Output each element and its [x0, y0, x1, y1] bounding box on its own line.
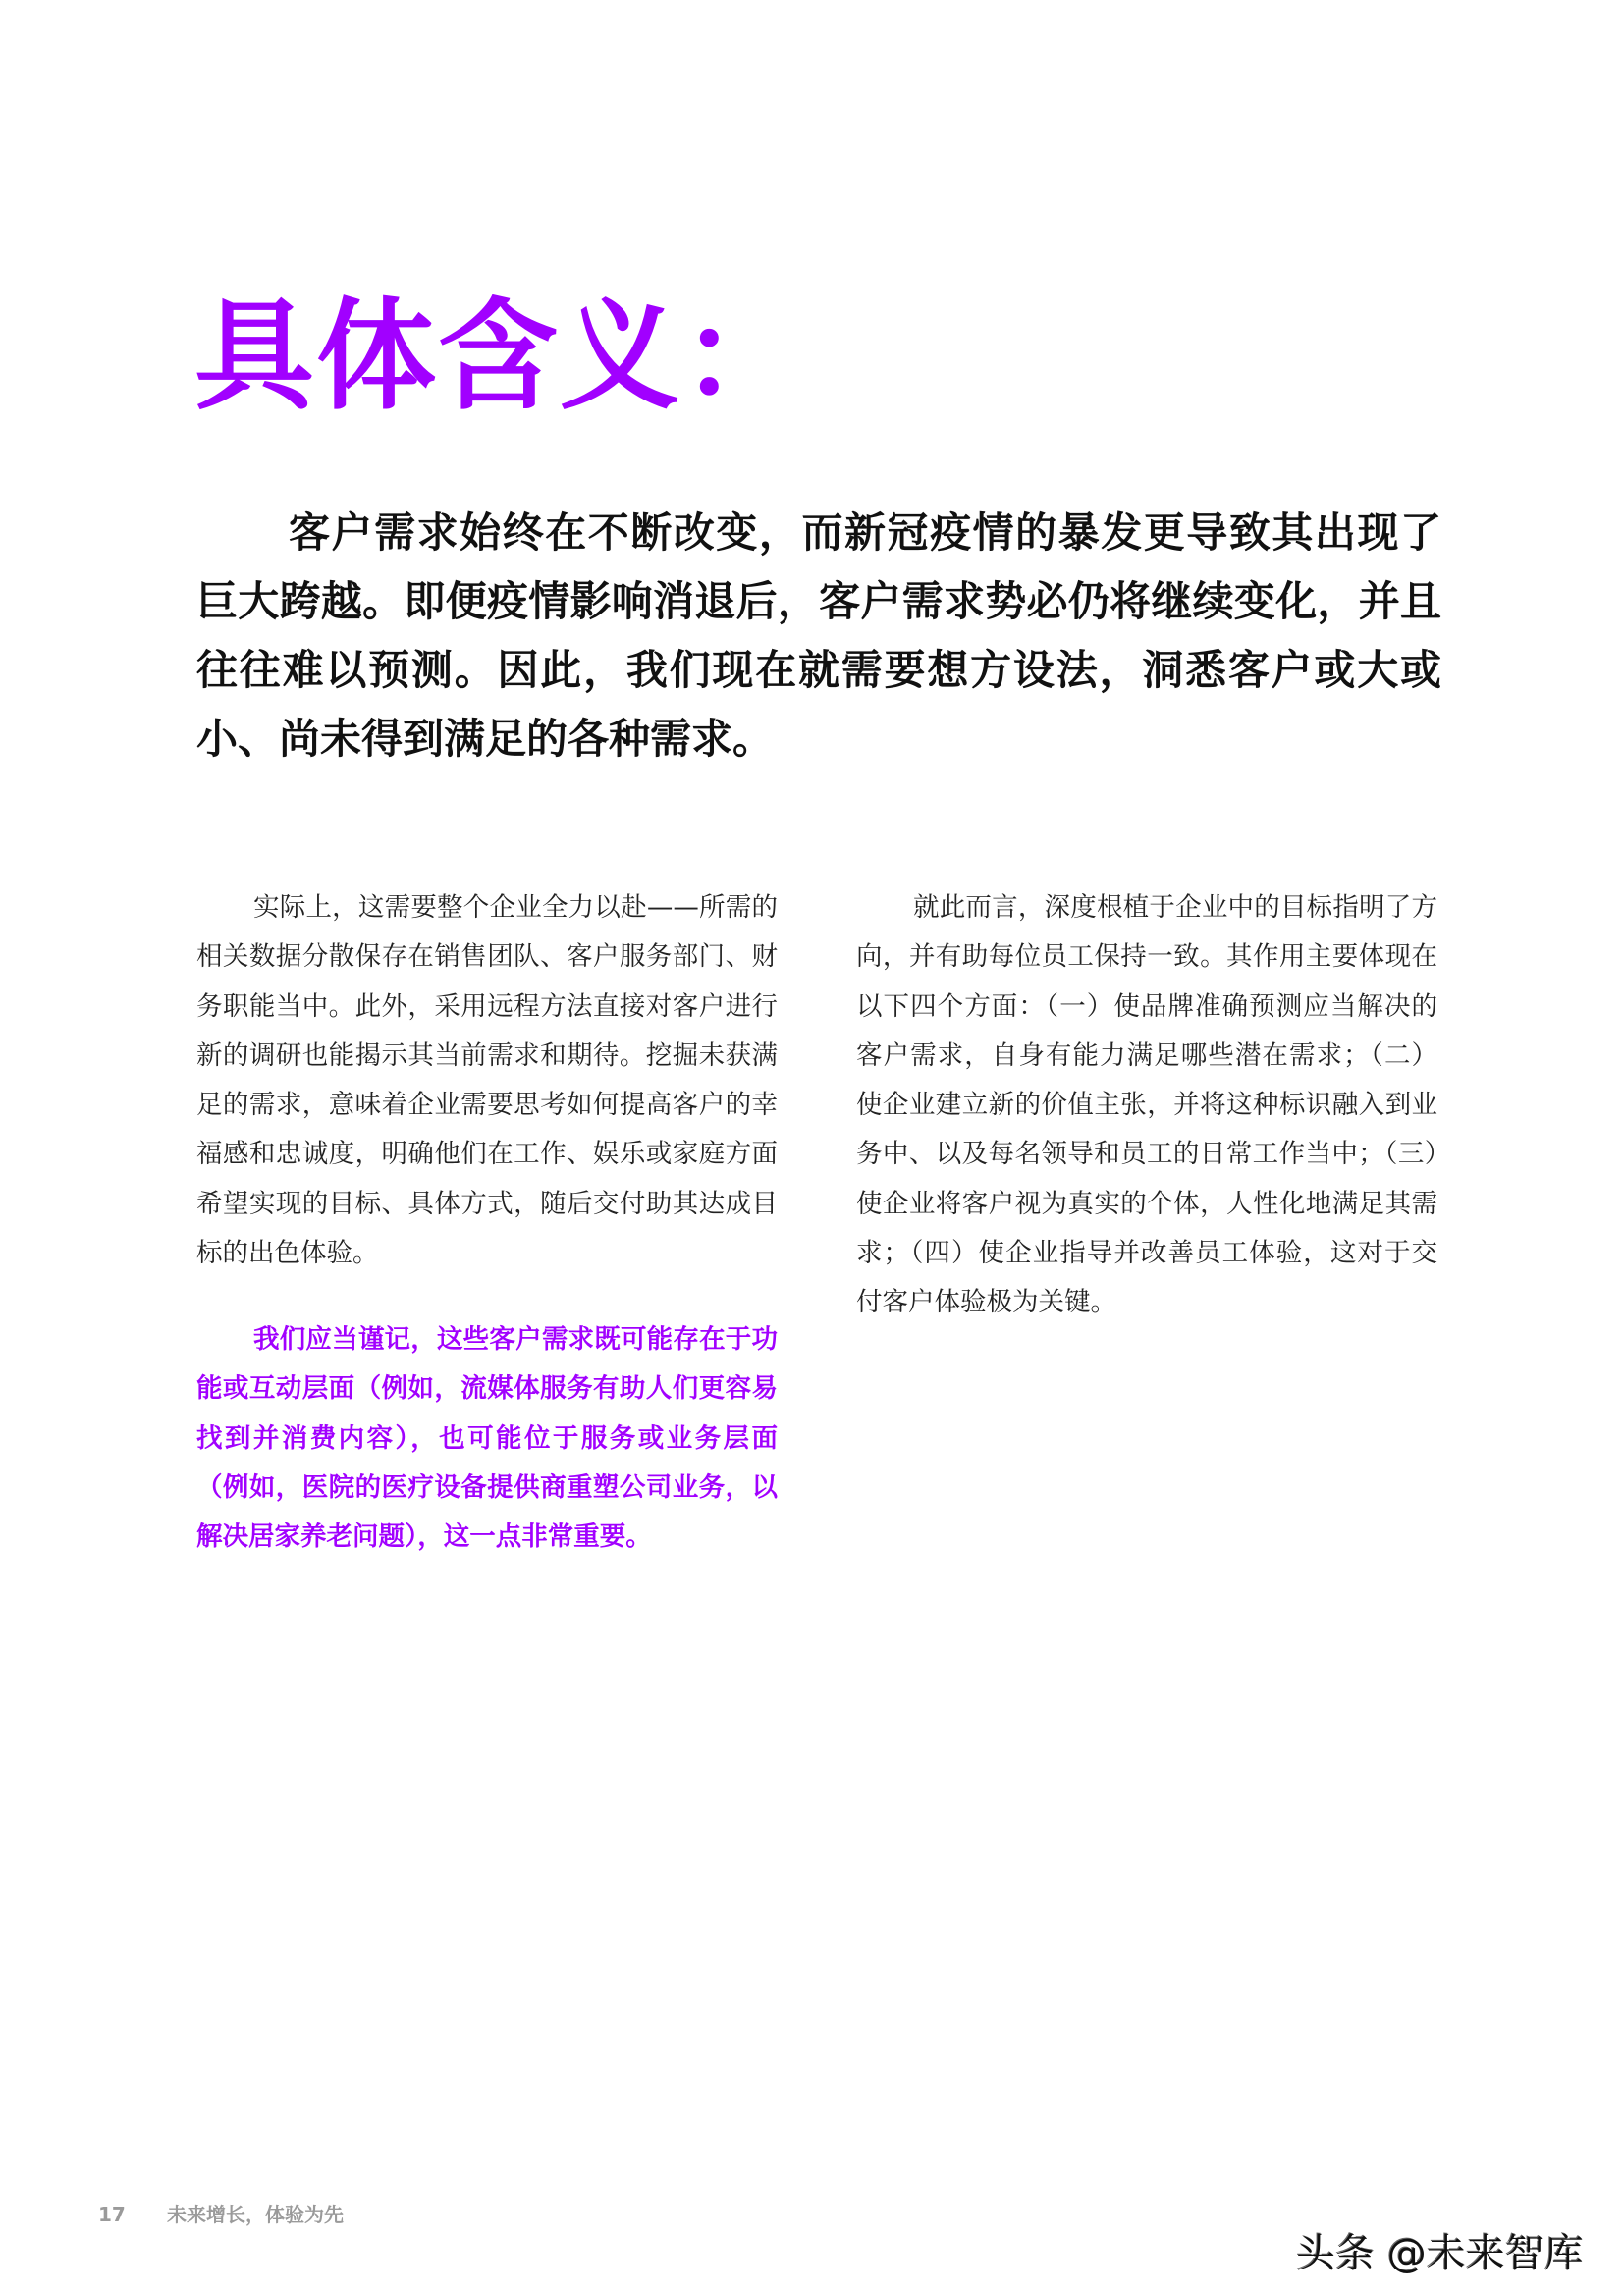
page-number: 17: [98, 2203, 126, 2226]
highlight-paragraph: 我们应当谨记，这些客户需求既可能存在于功能或互动层面（例如，流媒体服务有助人们更容易找到并消费内容），也可能位于服务或业务层面（例如，医院的医疗设备提供商重塑公司业务，以解决居家养老问题），这一点非常重要。: [196, 1324, 778, 1553]
report-title: 未来增长，体验为先: [167, 2203, 344, 2226]
page-title: 具体含义：: [194, 287, 803, 426]
page-footer: [98, 2199, 344, 2227]
left-column-paragraph: 实际上，这需要整个企业全力以赴——所需的相关数据分散保存在销售团队、客户服务部门、财务职能当中。此外，采用远程方法直接对客户进行新的调研也能揭示其当前需求和期待。挖掘未获满足的需求，意味着企业需要思考如何提高客户的幸福感和忠诚度，明确他们在工作、娱乐或家庭方面希望实现的目标、具体方式，随后交付助其达成目标的出色体验。: [196, 892, 778, 1269]
watermark: 头条 @未来智库: [1296, 2231, 1584, 2276]
right-column-paragraph: 就此而言，深度根植于企业中的目标指明了方向，并有助每位员工保持一致。其作用主要体现在以下四个方面：（一）使品牌准确预测应当解决的客户需求，自身有能力满足哪些潜在需求；（二）使企业建立新的价值主张，并将这种标识融入到业务中、以及每名领导和员工的日常工作当中；（三）使企业将客户视为真实的个体，人性化地满足其需求；（四）使企业指导并改善员工体验，这对于交付客户体验极为关键。: [856, 892, 1437, 1318]
lead-paragraph: 客户需求始终在不断改变，而新冠疫情的暴发更导致其出现了巨大跨越。即便疫情影响消退后，客户需求势必仍将继续变化，并且往往难以预测。因此，我们现在就需要想方设法，洞悉客户或大或小、尚未得到满足的各种需求。: [196, 508, 1441, 763]
